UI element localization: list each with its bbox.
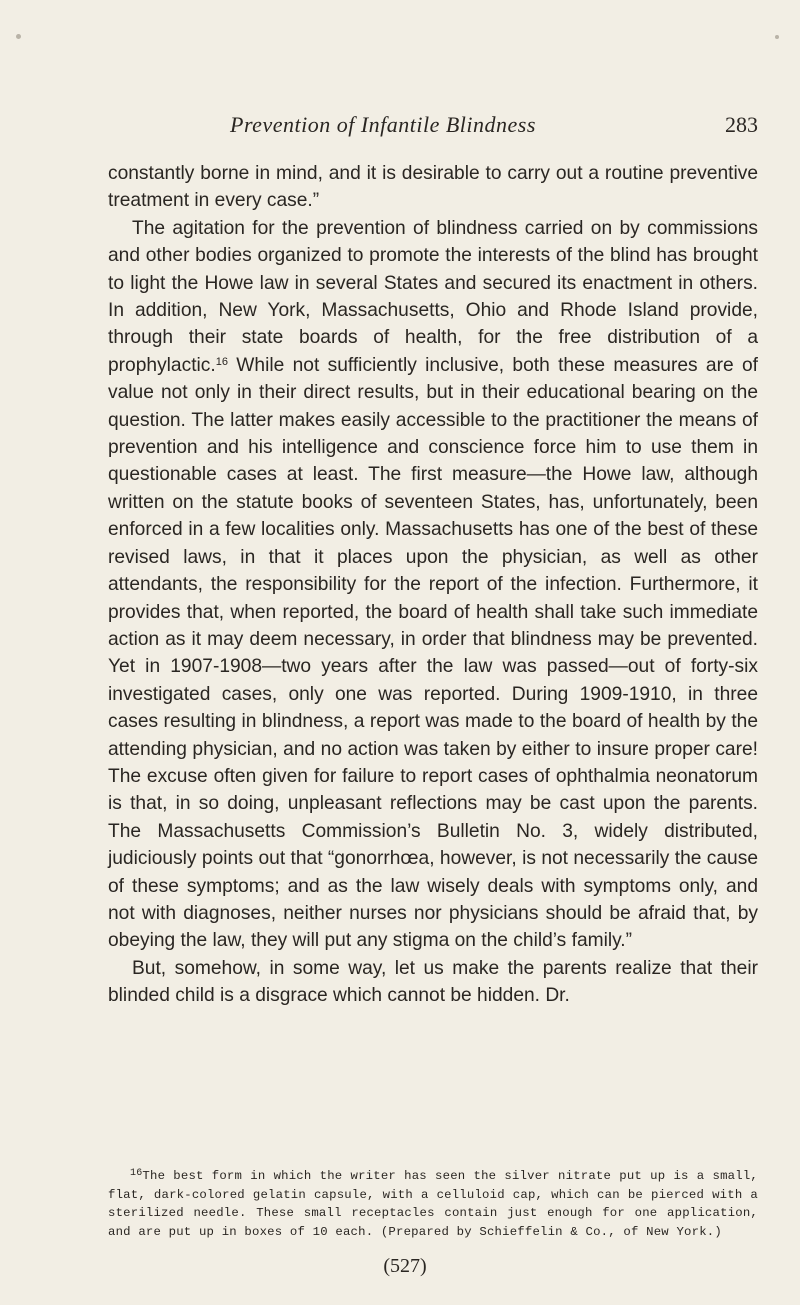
- paper-speck: [775, 35, 779, 39]
- folio: [0, 1255, 800, 1278]
- footnote-reference: 16: [215, 355, 228, 368]
- body-text: [108, 160, 758, 1010]
- footnote-body: The best form in which the writer has seen the silver nitrate put up is a small, flat, dark-colored gelatin capsule, with a celluloid cap, which can be pierced with a sterilized needle. These small receptacles contain just enough for one application, and are put up in boxes of 10 each. (Prepared by Schieffelin & Co., of New York.): [108, 1169, 758, 1239]
- page-number: 283: [725, 112, 758, 137]
- paragraph-text: The agitation for the prevention of blindness carried on by commissions and other bodies organized to promote the interests of the blind has brought to light the Howe law in several States and secured its enactment in others. In addition, New York, Massachusetts, Ohio and Rhode Island provide, through their state boards of health, for the free distribution of a prophylactic.: [108, 217, 758, 376]
- running-title: Prevention of Infantile Blindness: [230, 112, 536, 137]
- folio-number: (527): [383, 1255, 427, 1277]
- paragraph: But, somehow, in some way, let us make the parents realize that their blinded child is a disgrace which cannot be hidden. Dr.: [108, 957, 758, 1007]
- paragraph: constantly borne in mind, and it is desirable to carry out a routine preventive treatment in every case.”: [108, 163, 758, 212]
- footnote: [108, 1167, 758, 1241]
- running-head: [108, 112, 758, 142]
- footnote-text: [108, 1167, 758, 1241]
- paragraph-text: While not sufficiently inclusive, both these measures are of value not only in their direct results, but in their educational bearing on the question. The latter makes easily accessible to the practitioner the means of prevention and his intelligence and conscience force him to use them in questionable cases at least. The first measure—the Howe law, although written on the statute books of seventeen States, has, unfortunately, been enforced in a few localities only. Massachusetts has one of the best of these revised laws, in that it places upon the physician, as well as other attendants, the responsibility for the report of the infection. Furthermore, it provides that, when reported, the board of health shall take such immediate action as it may deem necessary, in order that blindness may be prevented. Yet in 1907-1908—two years after the law was passed—out of forty-six investigated cases, only one was reported. During 1909-1910, in three cases resulting in blindness, a report was made to the board of health by the attending physician, and no action was taken by either to insure proper care! The excuse often given for failure to report cases of ophthalmia neonatorum is that, in so doing, unpleasant reflections may be cast upon the parents. The Massachusetts Commission’s Bulletin No. 3, widely distributed, judiciously points out that “gonorrhœa, however, is not necessarily the cause of these symptoms; and as the law wisely deals with symptoms only, and not with diagnoses, neither nurses nor physicians should be afraid that, by obeying the law, they will put any stigma on the child’s family.”: [108, 354, 758, 952]
- paragraph: [108, 215, 758, 955]
- paper-speck: [16, 34, 21, 39]
- footnote-marker: 16: [130, 1168, 143, 1179]
